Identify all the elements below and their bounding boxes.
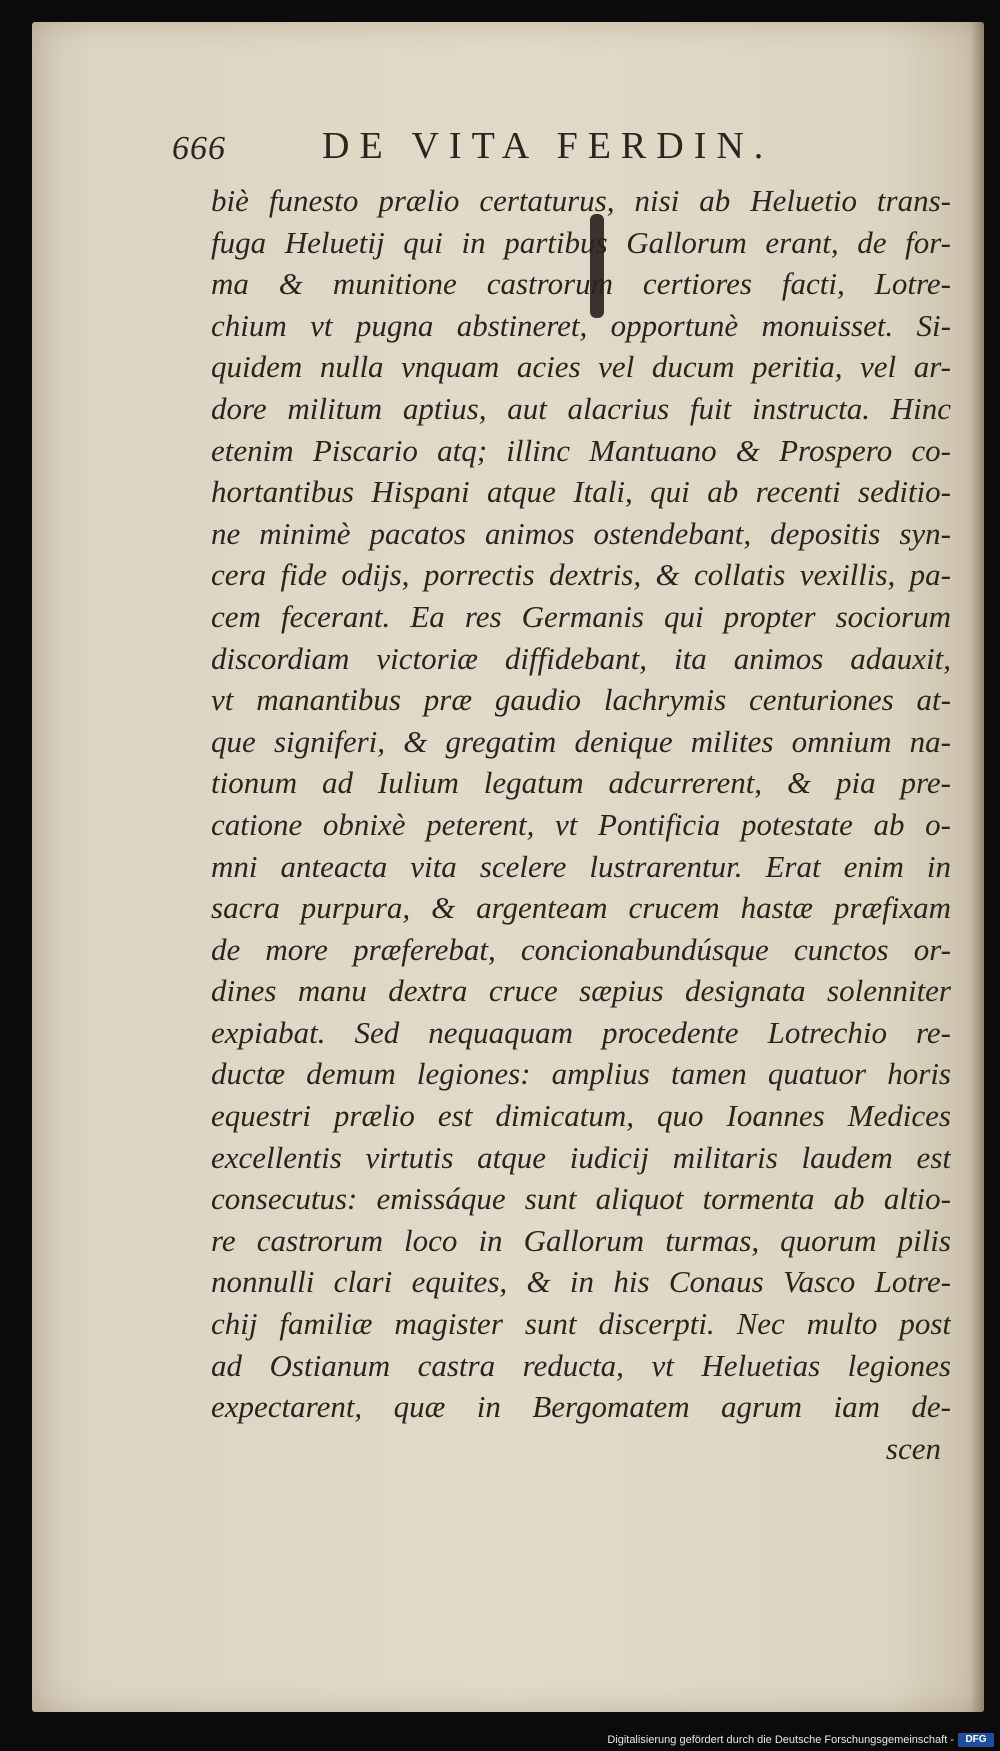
text-line: de more præferebat, concionabundúsque cunctos or- [211, 931, 951, 967]
text-line: expectarent, quæ in Bergomatem agrum iam de- [211, 1389, 951, 1425]
text-line: cem fecerant. Ea res Germanis qui propter sociorum [211, 598, 951, 634]
digitization-credit: Digitalisierung gefördert durch die Deutsche Forschungsgemeinschaft - [607, 1734, 954, 1746]
text-line: sacra purpura, & argenteam crucem hastæ præfixam [211, 890, 951, 926]
text-line: chium vt pugna abstineret, opportunè monuisset. Si- [211, 307, 951, 343]
body-text [211, 180, 951, 1469]
text-line: equestri prælio est dimicatum, quo Ioannes Medices [211, 1098, 951, 1134]
text-line: consecutus: emissáque sunt aliquot tormenta ab altio- [211, 1181, 951, 1217]
text-line: ma & munitione castrorum certiores facti, Lotre- [211, 266, 951, 302]
text-line: mni anteacta vita scelere lustrarentur. Erat enim in [211, 848, 951, 884]
text-line: ductæ demum legiones: amplius tamen quatuor horis [211, 1056, 951, 1092]
text-line: excellentis virtutis atque iudicij militaris laudem est [211, 1139, 951, 1175]
catchword: scen [885, 1430, 941, 1466]
text-line: re castrorum loco in Gallorum turmas, quorum pilis [211, 1222, 951, 1258]
text-line: que signiferi, & gregatim denique milites omnium na- [211, 723, 951, 759]
page-gutter-shadow [970, 22, 984, 1712]
page-number: 666 [172, 130, 226, 167]
text-line: quidem nulla vnquam acies vel ducum peritia, vel ar- [211, 349, 951, 385]
text-line: discordiam victoriæ diffidebant, ita animos adauxit, [211, 640, 951, 676]
text-line: hortantibus Hispani atque Itali, qui ab recenti seditio- [211, 474, 951, 510]
text-line: catione obnixè peterent, vt Pontificia potestate ab o- [211, 806, 951, 842]
text-line: etenim Piscario atq; illinc Mantuano & Prospero co- [211, 432, 951, 468]
text-line: chij familiæ magister sunt discerpti. Nec multo post [211, 1306, 951, 1342]
running-title: DE VITA FERDIN. [322, 125, 774, 167]
text-line: biè funesto prælio certaturus, nisi ab Heluetio trans- [211, 183, 951, 218]
dfg-logo: DFG [958, 1733, 994, 1747]
page-header [172, 116, 792, 176]
text-line: expiabat. Sed nequaquam procedente Lotrechio re- [211, 1014, 951, 1050]
text-line: nonnulli clari equites, & in his Conaus Vasco Lotre- [211, 1264, 951, 1300]
text-line: ad Ostianum castra reducta, vt Heluetias legiones [211, 1347, 951, 1383]
text-line: fuga Heluetij qui in partibus Gallorum erant, de for- [211, 224, 951, 260]
text-line: dore militum aptius, aut alacrius fuit instructa. Hinc [211, 390, 951, 426]
viewer-footer [0, 1727, 1000, 1751]
text-line: dines manu dextra cruce sæpius designata solenniter [211, 973, 951, 1009]
text-line: ne minimè pacatos animos ostendebant, depositis syn- [211, 515, 951, 551]
text-line: cera fide odijs, porrectis dextris, & collatis vexillis, pa- [211, 557, 951, 593]
text-line: vt manantibus præ gaudio lachrymis centuriones at- [211, 682, 951, 718]
text-line: tionum ad Iulium legatum adcurrerent, & pia pre- [211, 765, 951, 801]
